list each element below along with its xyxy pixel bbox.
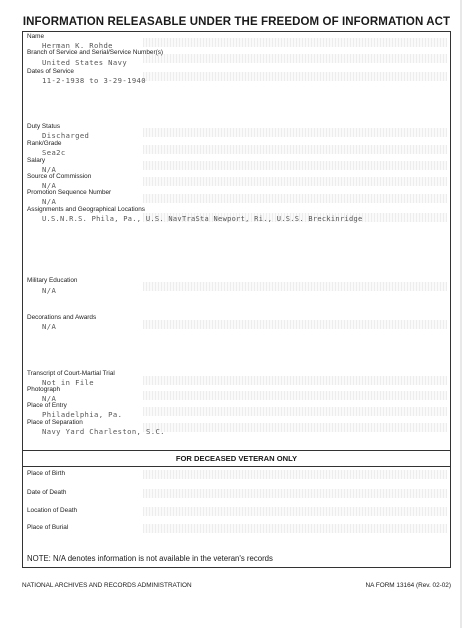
label-burial: Place of Burial bbox=[27, 524, 69, 531]
label-photograph: Photograph bbox=[27, 386, 61, 393]
page-title: INFORMATION RELEASABLE UNDER THE FREEDOM OF INFORMATION ACT bbox=[22, 16, 451, 28]
value-decorations: N/A bbox=[42, 322, 57, 331]
value-place-separation: Navy Yard Charleston, S.C. bbox=[42, 427, 165, 436]
shade-decorations bbox=[143, 320, 447, 329]
label-decorations: Decorations and Awards bbox=[27, 314, 97, 321]
value-commission: N/A bbox=[42, 181, 57, 190]
shade-rank bbox=[143, 145, 447, 154]
value-salary: N/A bbox=[42, 165, 57, 174]
label-death-location: Location of Death bbox=[27, 507, 78, 514]
value-promotion: N/A bbox=[42, 197, 57, 206]
label-promotion: Promotion Sequence Number bbox=[27, 189, 112, 196]
divider-bottom bbox=[23, 466, 450, 467]
label-court-martial: Transcript of Court-Martial Trial bbox=[27, 370, 115, 377]
value-name: Herman K. Rohde bbox=[42, 41, 113, 50]
shade-name bbox=[143, 38, 447, 47]
value-place-entry: Philadelphia, Pa. bbox=[42, 410, 123, 419]
shade-court-martial bbox=[143, 376, 447, 385]
label-dates: Dates of Service bbox=[27, 68, 74, 75]
shade-salary bbox=[143, 161, 447, 170]
note-text: NOTE: N/A denotes information is not available in the veteran's records bbox=[27, 554, 273, 563]
shade-promotion bbox=[143, 194, 447, 203]
shade-dates bbox=[143, 72, 447, 81]
shade-burial bbox=[143, 524, 447, 533]
shade-place-separation bbox=[143, 423, 447, 432]
value-assignments: U.S.N.R.S. Phila, Pa., U.S. NavTraSta Newport, Ri., U.S.S. Breckinridge bbox=[42, 215, 363, 223]
shade-death-date bbox=[143, 489, 447, 498]
deceased-heading: FOR DECEASED VETERAN ONLY bbox=[175, 454, 298, 463]
value-rank: Sea2c bbox=[42, 148, 66, 157]
value-education: N/A bbox=[42, 286, 57, 295]
divider-top bbox=[23, 450, 450, 451]
label-education: Military Education bbox=[27, 277, 78, 284]
shade-photograph bbox=[143, 391, 447, 400]
footer-form-number: NA FORM 13164 (Rev. 02-02) bbox=[365, 582, 451, 589]
label-name: Name bbox=[27, 33, 45, 40]
shade-death-location bbox=[143, 507, 447, 516]
label-place-entry: Place of Entry bbox=[27, 402, 67, 409]
footer-agency: NATIONAL ARCHIVES AND RECORDS ADMINISTRATION bbox=[22, 582, 192, 589]
label-commission: Source of Commission bbox=[27, 173, 92, 180]
value-photograph: N/A bbox=[42, 394, 57, 403]
value-court-martial: Not in File bbox=[42, 378, 94, 387]
shade-education bbox=[143, 282, 447, 291]
shade-branch bbox=[143, 54, 447, 63]
shade-duty-status bbox=[143, 128, 447, 137]
label-duty-status: Duty Status bbox=[27, 123, 61, 130]
shade-birth bbox=[143, 470, 447, 479]
label-branch: Branch of Service and Serial/Service Number(s) bbox=[27, 49, 164, 56]
label-death-date: Date of Death bbox=[27, 489, 67, 496]
label-birth: Place of Birth bbox=[27, 470, 66, 477]
value-dates: 11-2-1938 to 3-29-1940 bbox=[42, 76, 146, 85]
shade-place-entry bbox=[143, 407, 447, 416]
label-rank: Rank/Grade bbox=[27, 140, 62, 147]
value-duty-status: Discharged bbox=[42, 131, 90, 140]
label-salary: Salary bbox=[27, 157, 46, 164]
shade-commission bbox=[143, 177, 447, 186]
label-place-separation: Place of Separation bbox=[27, 419, 83, 426]
label-assignments: Assignments and Geographical Locations bbox=[27, 206, 145, 213]
form-frame bbox=[22, 31, 451, 568]
value-branch: United States Navy bbox=[42, 58, 128, 67]
